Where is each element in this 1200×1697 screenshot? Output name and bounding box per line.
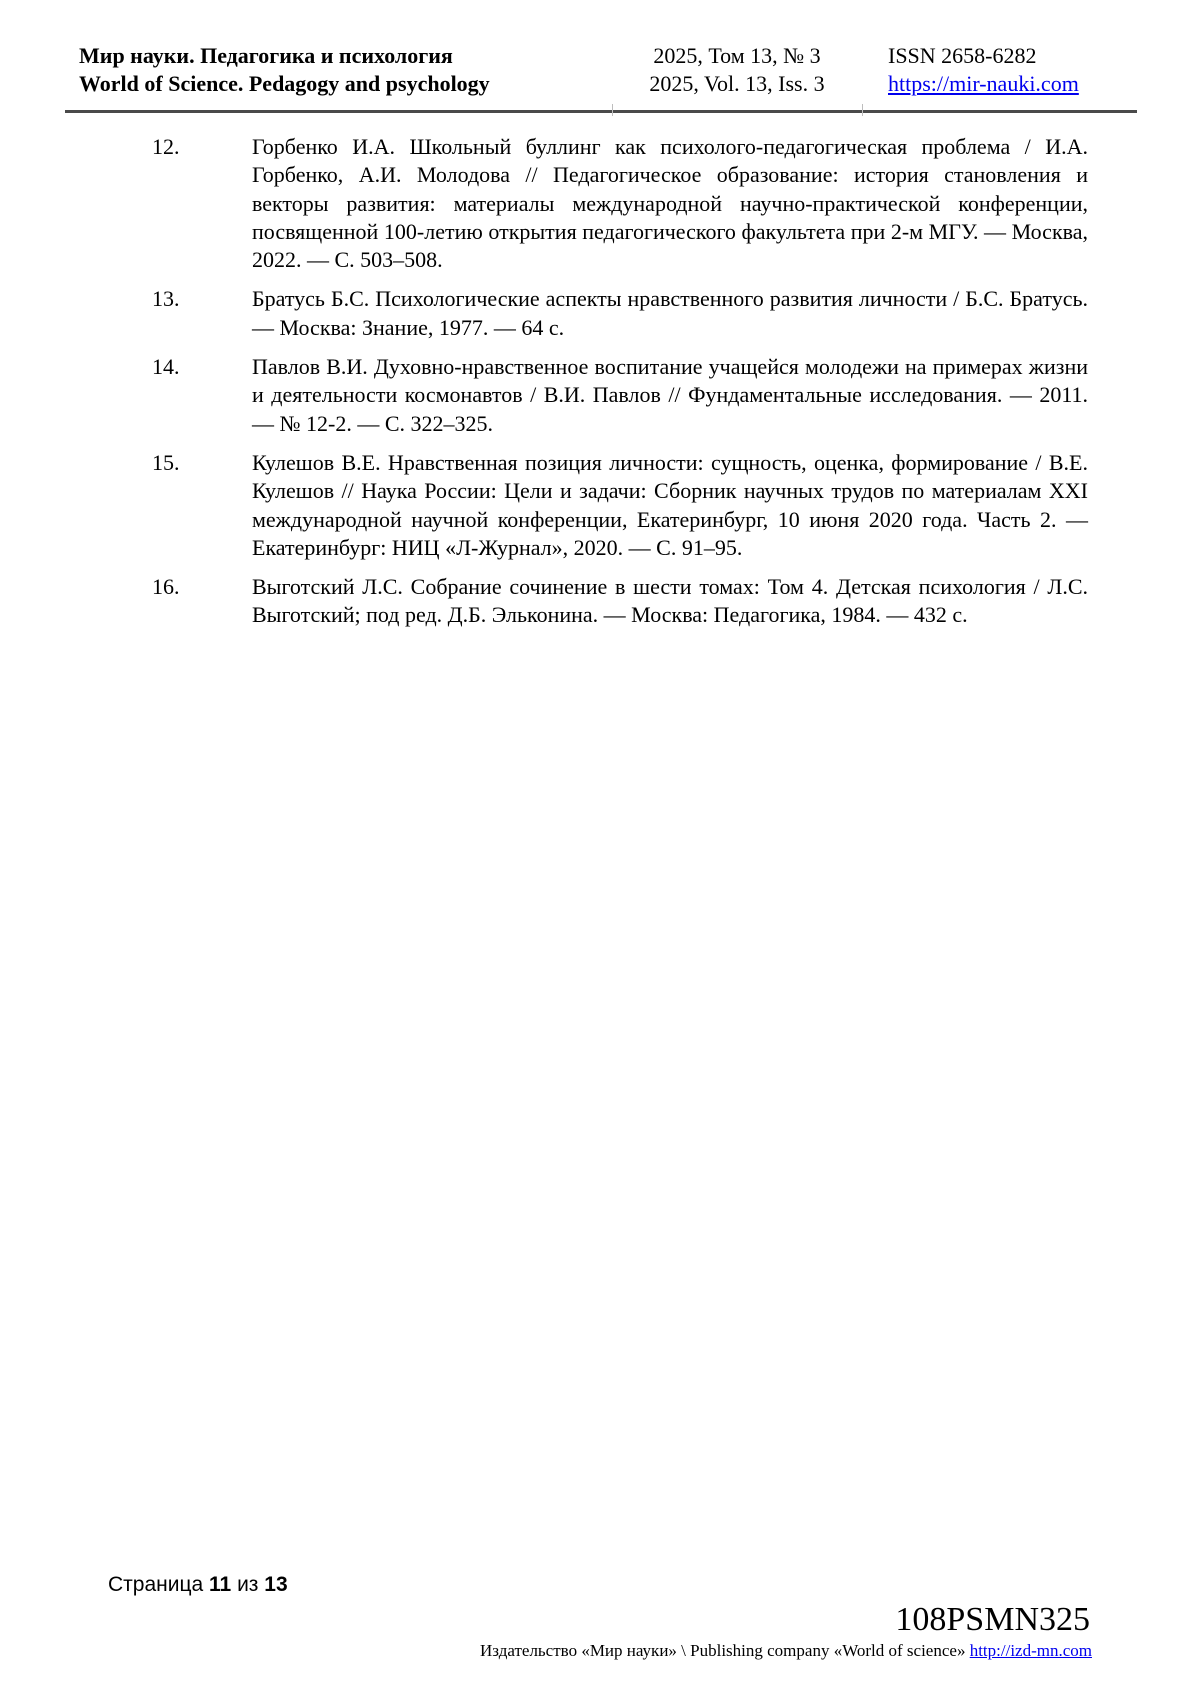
issue-info-ru: 2025, Том 13, № 3 [653, 43, 821, 68]
page-number-indicator [108, 1571, 288, 1599]
journal-title-block [65, 42, 612, 98]
journal-title-en: World of Science. Pedagogy and psychology [79, 71, 490, 96]
journal-site-link[interactable]: https://mir-nauki.com [888, 71, 1079, 96]
reference-number: 12. [152, 134, 180, 159]
publisher-text: Издательство «Мир науки» \ Publishing company «World of science» [480, 1641, 966, 1660]
header-table-border-tick [862, 104, 863, 116]
reference-list [152, 133, 1088, 641]
reference-text: Выготский Л.С. Собрание сочинение в шести томах: Том 4. Детская психология / Л.С. Выготский; под ред. Д.Б. Эльконина. — Москва: Педагогика, 1984. — 432 с. [252, 574, 1088, 628]
reference-text: Кулешов В.Е. Нравственная позиция личности: сущность, оценка, формирование / В.Е. Кулешов // Наука России: Цели и задачи: Сборник научных трудов по материалам XXI международной научной конференции, Екатеринбург, 10 июня 2020 года. Часть 2. — Екатеринбург: НИЦ «Л-Журнал», 2020. — С. 91–95. [252, 449, 1088, 560]
page-header [65, 42, 1137, 98]
reference-number: 15. [152, 449, 180, 475]
page-current: 11 [209, 1573, 232, 1596]
page-total: 13 [264, 1573, 288, 1596]
page-of-word: из [237, 1573, 259, 1596]
header-table-border-tick [612, 104, 613, 116]
publisher-line [480, 1640, 1092, 1662]
issn-block [862, 42, 1137, 98]
issn-label: ISSN 2658-6282 [888, 43, 1037, 68]
reference-item [152, 573, 1088, 630]
issue-info-block [612, 42, 862, 98]
page-label-prefix: Страница [108, 1573, 204, 1596]
reference-item [152, 353, 1088, 438]
reference-item [152, 285, 1088, 342]
reference-number: 14. [152, 354, 180, 380]
reference-item [152, 449, 1088, 562]
reference-item [152, 133, 1088, 274]
reference-number: 13. [152, 286, 180, 312]
reference-text: Горбенко И.А. Школьный буллинг как психолого-педагогическая проблема / И.А. Горбенко, А.И. Молодова // Педагогическое образование: история становления и векторы развития: материалы международной научно-практической конференции, посвященной 100-летию открытия педагогического факультета при 2-м МГУ. — Москва, 2022. — С. 503–508. [252, 134, 1088, 273]
issue-info-en: 2025, Vol. 13, Iss. 3 [649, 71, 825, 96]
article-code: 108PSMN325 [895, 1601, 1090, 1638]
reference-text: Братусь Б.С. Психологические аспекты нравственного развития личности / Б.С. Братусь. — Москва: Знание, 1977. — 64 с. [252, 286, 1088, 340]
header-divider-rule [65, 110, 1137, 113]
reference-text: Павлов В.И. Духовно-нравственное воспитание учащейся молодежи на примерах жизни и деятельности космонавтов / В.И. Павлов // Фундаментальные исследования. — 2011. — № 12-2. — С. 322–325. [252, 354, 1088, 436]
journal-title-ru: Мир науки. Педагогика и психология [79, 43, 453, 68]
reference-number: 16. [152, 574, 180, 600]
publisher-site-link[interactable]: http://izd-mn.com [969, 1641, 1092, 1660]
